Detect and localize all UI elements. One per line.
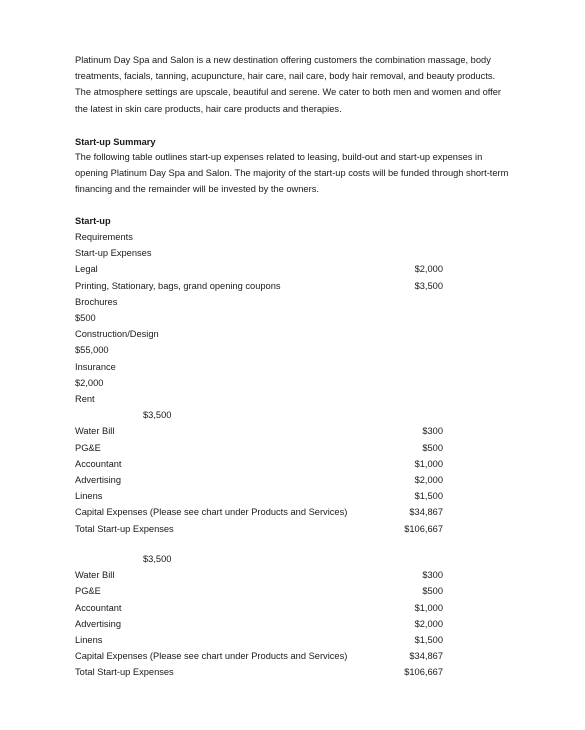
table-row [0, 554, 585, 570]
row-label: $55,000 [75, 345, 109, 356]
intro-line: the latest in skin care products, hair care products and therapies. [75, 103, 342, 114]
summary-line: financing and the remainder will be invested by the owners. [75, 184, 319, 195]
table-row [0, 362, 585, 378]
row-label: Capital Expenses (Please see chart under Products and Services) [75, 651, 348, 662]
table-row [0, 651, 585, 667]
row-label: Total Start-up Expenses [75, 667, 174, 678]
row-value: $300 [422, 570, 443, 581]
row-label: Legal [75, 264, 98, 275]
row-value: $106,667 [404, 667, 443, 678]
startup-summary-paragraph [75, 149, 515, 198]
table-row [0, 475, 585, 491]
startup-summary-heading: Start-up Summary [75, 137, 156, 147]
intro-paragraph [75, 52, 515, 117]
table-row [0, 394, 585, 410]
intro-line: Platinum Day Spa and Salon is a new destination offering customers the combination massage, body [75, 55, 491, 65]
table-row [0, 313, 585, 329]
row-indented-value: $3,500 [143, 410, 172, 421]
row-value: $2,000 [414, 618, 443, 629]
table-row [0, 603, 585, 619]
row-label: Accountant [75, 602, 122, 613]
table-row [0, 297, 585, 313]
row-label: Printing, Stationary, bags, grand opening coupons [75, 280, 281, 291]
intro-line: The atmosphere settings are upscale, beautiful and serene. We cater to both men and women and offer [75, 87, 502, 98]
row-label: Water Bill [75, 426, 115, 437]
row-value: $2,000 [414, 475, 443, 485]
row-label: Advertising [75, 475, 121, 485]
summary-line: opening Platinum Day Spa and Salon. The majority of the start-up costs will be funded through short-term [75, 168, 509, 179]
row-value: $500 [422, 442, 443, 453]
row-label: $2,000 [75, 377, 104, 388]
table-row [0, 570, 585, 586]
row-value: $1,500 [414, 491, 443, 502]
table-row [0, 281, 585, 297]
row-value: $106,667 [404, 523, 443, 534]
row-value: $3,500 [414, 280, 443, 291]
table-row [0, 248, 585, 264]
row-label: PG&E [75, 442, 101, 453]
row-label: $500 [75, 313, 96, 323]
intro-line: treatments, facials, tanning, acupuncture, hair care, nail care, body hair removal, and beauty products. [75, 71, 496, 82]
table-row [0, 667, 585, 683]
row-value: $300 [422, 426, 443, 437]
row-label: Insurance [75, 361, 116, 372]
row-value: $2,000 [414, 264, 443, 275]
row-label: Linens [75, 491, 103, 502]
table-row [0, 329, 585, 345]
row-label: Linens [75, 635, 103, 645]
startup-heading: Start-up [75, 216, 111, 226]
table-row [0, 619, 585, 635]
table-row [0, 378, 585, 394]
row-label: Requirements [75, 232, 133, 242]
table-row [0, 635, 585, 651]
table-row [0, 586, 585, 602]
table-row [0, 410, 585, 426]
table-row [0, 345, 585, 361]
table-row [0, 443, 585, 459]
table-row [0, 232, 585, 248]
table-row [0, 491, 585, 507]
table-row [0, 524, 585, 540]
row-value: $1,500 [414, 635, 443, 645]
table-row [0, 264, 585, 280]
row-label: Brochures [75, 296, 118, 307]
table-row [0, 507, 585, 523]
row-label: Construction/Design [75, 329, 159, 340]
row-value: $500 [422, 586, 443, 597]
row-label: Accountant [75, 458, 122, 469]
table-row [0, 459, 585, 475]
row-value: $34,867 [409, 651, 443, 662]
row-label: Water Bill [75, 570, 115, 581]
row-label: Total Start-up Expenses [75, 523, 174, 534]
row-label: Rent [75, 394, 95, 404]
row-value: $1,000 [414, 602, 443, 613]
table-row [0, 426, 585, 442]
row-label: Capital Expenses (Please see chart under Products and Services) [75, 507, 348, 518]
summary-line: The following table outlines start-up expenses related to leasing, build-out and start-up expenses in [75, 152, 483, 162]
row-label: Advertising [75, 618, 121, 629]
row-value: $34,867 [409, 507, 443, 518]
row-label: Start-up Expenses [75, 248, 152, 259]
row-label: PG&E [75, 586, 101, 597]
row-value: $1,000 [414, 458, 443, 469]
row-indented-value: $3,500 [143, 554, 172, 564]
